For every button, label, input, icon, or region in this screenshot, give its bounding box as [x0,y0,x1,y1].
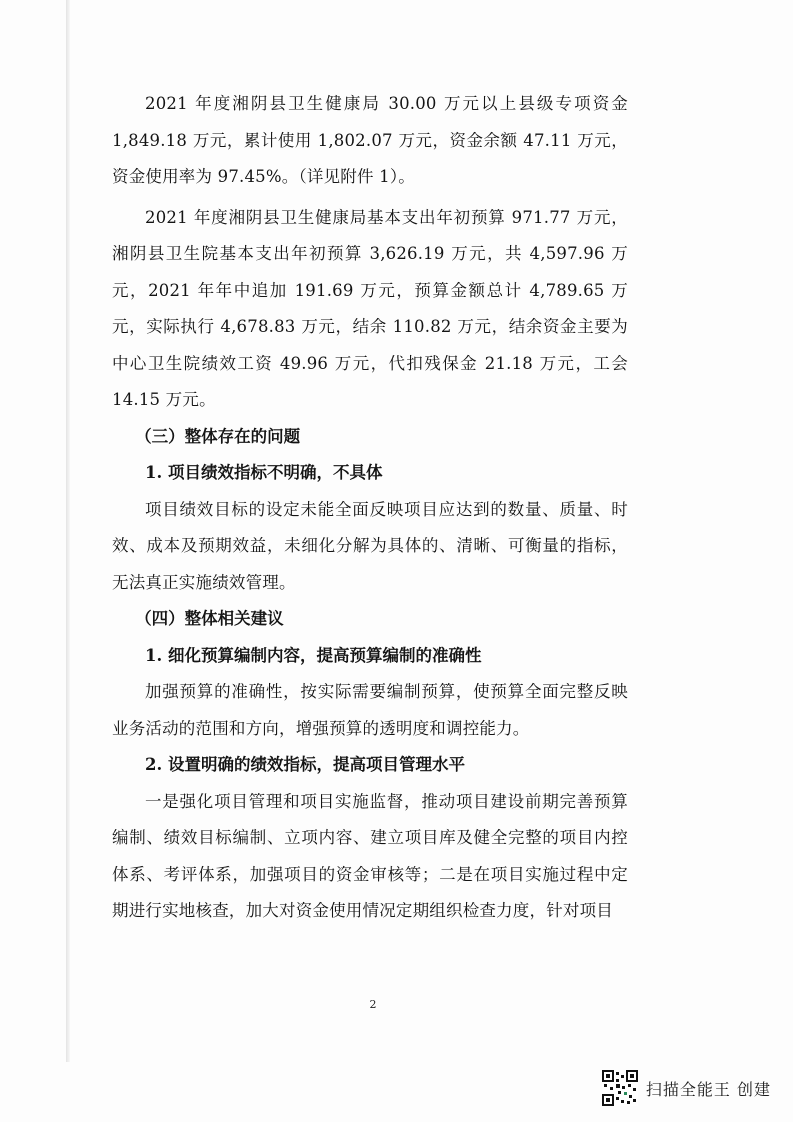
heading-suggestion-1: 1. 细化预算编制内容，提高预算编制的准确性 [145,645,482,665]
heading-overall-problems: （三）整体存在的问题 [135,426,301,446]
heading-overall-suggestions: （四）整体相关建议 [135,609,284,628]
paragraph-suggestion-2: 一是强化项目管理和项目实施监督，推动项目建设前期完善预算编制、绩效目标编制、立项内容、建立项目库及健全完整的项目内控体系、考评体系，加强项目的资金审核等；二是在项目实施过程中定期进行实地核查，加大对资金使用情况定期组织检查力度，针对项目 [112,791,628,920]
heading-problem-1: 1. 项目绩效指标不明确，不具体 [145,463,383,482]
scanner-watermark [602,1068,771,1108]
paragraph-suggestion-1: 加强预算的准确性，按实际需要编制预算，使预算全面完整反映业务活动的范围和方向，增强预算的透明度和调控能力。 [112,682,628,738]
heading-suggestion-2: 2. 设置明确的绩效指标，提高项目管理水平 [145,755,465,774]
watermark-text: 扫描全能王 创建 [645,1079,771,1099]
page-number: 2 [369,998,377,1011]
paragraph-problem-1: 项目绩效目标的设定未能全面反映项目应达到的数量、质量、时效、成本及预期效益，未细化分解为具体的、清晰、可衡量的指标，无法真正实施绩效管理。 [112,499,628,592]
qr-code-icon [602,1070,638,1106]
scan-edge-shadow [66,0,70,1062]
paragraph-basic-expenditure: 2021 年度湘阴县卫生健康局基本支出年初预算 971.77 万元，湘阴县卫生院基本支出年初预算 3,626.19 万元，共 4,597.96 万元，2021 年年中追加 191.69 万元，预算金额总计 4,789.65 万元，实际执行 4,678.83 万元，结余 110.82 万元，结余资金主要为中心卫生院绩效工资 49.96 万元，代扣残保金 21.18 万元，工会 14.15 万元。 [112,207,628,409]
paragraph-special-funds: 2021 年度湘阴县卫生健康局 30.00 万元以上县级专项资金 1,849.18 万元，累计使用 1,802.07 万元，资金余额 47.11 万元，资金使用率为 97.45%。（详见附件 1）。 [112,94,628,186]
document-body [112,86,628,930]
